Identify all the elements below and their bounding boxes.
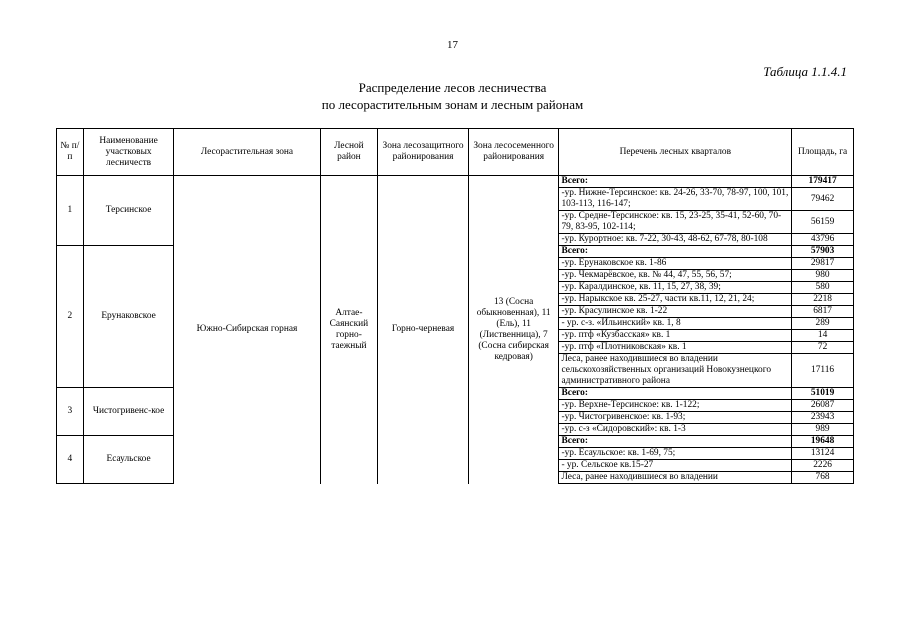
cell-area: 72 bbox=[792, 342, 854, 354]
header-row bbox=[57, 129, 854, 176]
cell-quarters: -ур. с-з «Сидоровский»: кв. 1-3 bbox=[559, 424, 792, 436]
cell-area: 989 bbox=[792, 424, 854, 436]
cell-zone: Южно-Сибирская горная bbox=[174, 176, 320, 484]
cell-forestry-name: Ерунаковское bbox=[83, 246, 174, 388]
cell-quarters: - ур. с-з. «Ильинский» кв. 1, 8 bbox=[559, 318, 792, 330]
header-zone: Лесорастительная зона bbox=[174, 129, 320, 176]
cell-quarters: -ур. Средне-Терсинское: кв. 15, 23-25, 35-41, 52-60, 70-79, 83-95, 102-114; bbox=[559, 211, 792, 234]
cell-district: Алтае-Саянский горно-таежный bbox=[320, 176, 378, 484]
table-body bbox=[57, 176, 854, 484]
cell-area: 980 bbox=[792, 270, 854, 282]
cell-quarters: -ур. Есаульское: кв. 1-69, 75; bbox=[559, 448, 792, 460]
cell-area: 43796 bbox=[792, 234, 854, 246]
page-title bbox=[0, 79, 905, 113]
cell-quarters: Леса, ранее находившиеся во владении сельскохозяйственных организаций Новокузнецкого административного района bbox=[559, 354, 792, 388]
cell-quarters: -ур. птф «Плотниковская» кв. 1 bbox=[559, 342, 792, 354]
cell-forestry-name: Терсинское bbox=[83, 176, 174, 246]
cell-num: 3 bbox=[57, 388, 84, 436]
header-protect-zone: Зона лесозащитного районирования bbox=[378, 129, 469, 176]
cell-quarters: Леса, ранее находившиеся во владении bbox=[559, 472, 792, 484]
header-district: Лесной район bbox=[320, 129, 378, 176]
cell-area: 580 bbox=[792, 282, 854, 294]
cell-area: 2218 bbox=[792, 294, 854, 306]
cell-quarters: Всего: bbox=[559, 176, 792, 188]
cell-quarters: -ур. птф «Кузбасская» кв. 1 bbox=[559, 330, 792, 342]
cell-quarters: -ур. Красулинское кв. 1-22 bbox=[559, 306, 792, 318]
cell-area: 29817 bbox=[792, 258, 854, 270]
header-seed-zone: Зона лесосеменного районирования bbox=[468, 129, 559, 176]
cell-forestry-name: Есаульское bbox=[83, 436, 174, 484]
cell-quarters: Всего: bbox=[559, 246, 792, 258]
title-line-1: Распределение лесов лесничества bbox=[358, 80, 547, 95]
header-area: Площадь, га bbox=[792, 129, 854, 176]
cell-quarters: -ур. Ерунаковское кв. 1-86 bbox=[559, 258, 792, 270]
cell-area: 2226 bbox=[792, 460, 854, 472]
cell-seed-zone: 13 (Сосна обыкновенная), 11 (Ель), 11 (Лиственница), 7 (Сосна сибирская кедровая) bbox=[468, 176, 559, 484]
cell-quarters: Всего: bbox=[559, 388, 792, 400]
table-row-total bbox=[57, 176, 854, 188]
cell-quarters: Всего: bbox=[559, 436, 792, 448]
cell-quarters: -ур. Нарыкское кв. 25-27, части кв.11, 12, 21, 24; bbox=[559, 294, 792, 306]
cell-quarters: -ур. Курортное: кв. 7-22, 30-43, 48-62, 67-78, 80-108 bbox=[559, 234, 792, 246]
title-line-2: по лесорастительным зонам и лесным районам bbox=[321, 97, 584, 112]
cell-area: 51019 bbox=[792, 388, 854, 400]
cell-area: 768 bbox=[792, 472, 854, 484]
cell-area: 56159 bbox=[792, 211, 854, 234]
cell-area: 179417 bbox=[792, 176, 854, 188]
cell-quarters: -ур. Нижне-Терсинское: кв. 24-26, 33-70, 78-97, 100, 101, 103-113, 116-147; bbox=[559, 188, 792, 211]
cell-protect-zone: Горно-черневая bbox=[378, 176, 469, 484]
cell-num: 2 bbox=[57, 246, 84, 388]
page-number: 17 bbox=[447, 39, 458, 51]
cell-area: 23943 bbox=[792, 412, 854, 424]
cell-area: 57903 bbox=[792, 246, 854, 258]
cell-area: 26087 bbox=[792, 400, 854, 412]
cell-area: 6817 bbox=[792, 306, 854, 318]
header-quarters: Перечень лесных кварталов bbox=[559, 129, 792, 176]
cell-forestry-name: Чистогривенс-кое bbox=[83, 388, 174, 436]
cell-quarters: -ур. Верхне-Терсинское: кв. 1-122; bbox=[559, 400, 792, 412]
table-label: Таблица 1.1.4.1 bbox=[763, 64, 847, 79]
cell-area: 19648 bbox=[792, 436, 854, 448]
forest-distribution-table bbox=[56, 128, 854, 484]
header-num: № п/п bbox=[57, 129, 84, 176]
cell-area: 79462 bbox=[792, 188, 854, 211]
cell-quarters: -ур. Чекмарёвское, кв. № 44, 47, 55, 56, 57; bbox=[559, 270, 792, 282]
cell-area: 17116 bbox=[792, 354, 854, 388]
header-name: Наименование участковых лесничеств bbox=[83, 129, 174, 176]
cell-area: 289 bbox=[792, 318, 854, 330]
cell-area: 13124 bbox=[792, 448, 854, 460]
cell-num: 4 bbox=[57, 436, 84, 484]
cell-quarters: - ур. Сельское кв.15-27 bbox=[559, 460, 792, 472]
cell-num: 1 bbox=[57, 176, 84, 246]
cell-quarters: -ур. Каралдинское, кв. 11, 15, 27, 38, 39; bbox=[559, 282, 792, 294]
cell-quarters: -ур. Чистогривенское: кв. 1-93; bbox=[559, 412, 792, 424]
cell-area: 14 bbox=[792, 330, 854, 342]
